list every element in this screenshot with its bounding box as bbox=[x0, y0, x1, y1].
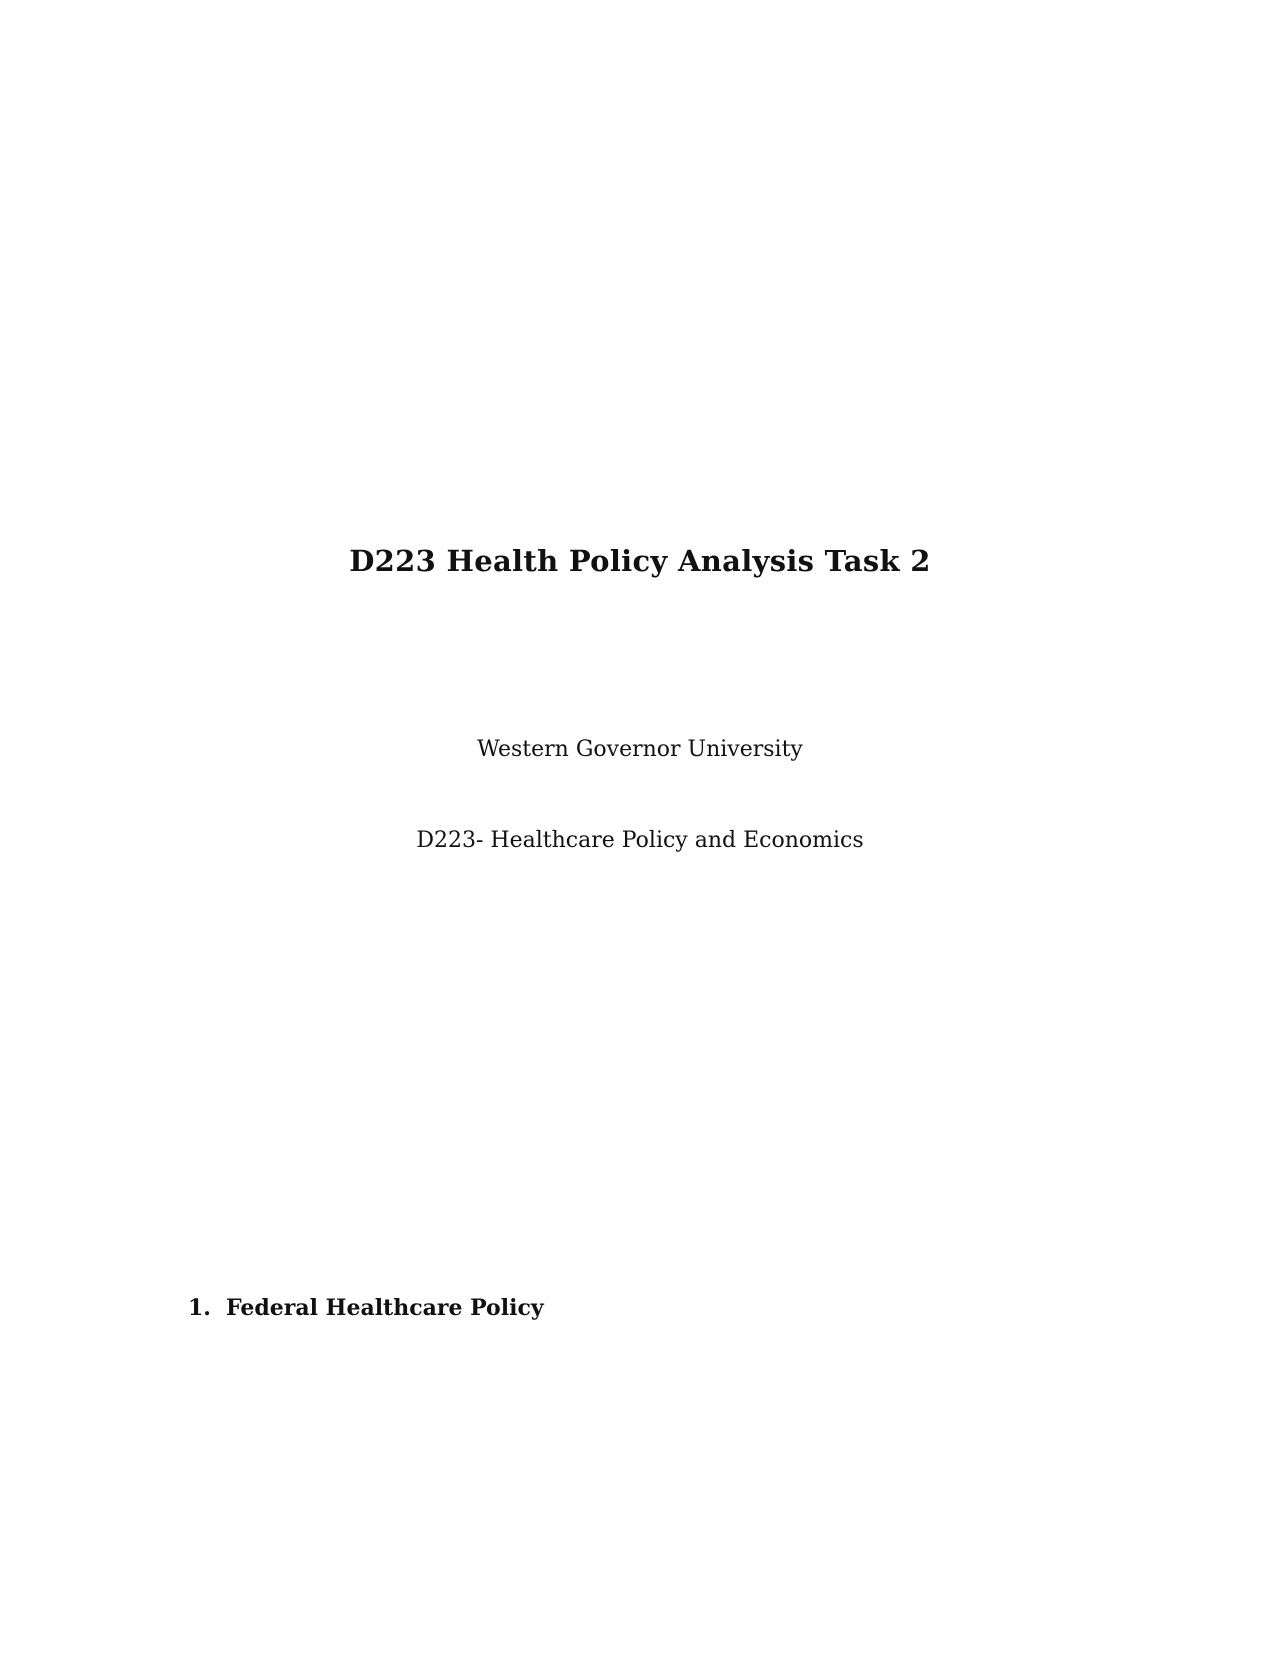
section-title: Federal Healthcare Policy bbox=[226, 1295, 544, 1321]
institution-name: Western Governor University bbox=[477, 737, 803, 762]
section-number: 1. bbox=[188, 1295, 211, 1321]
section-heading bbox=[188, 1294, 544, 1322]
document-title: D223 Health Policy Analysis Task 2 bbox=[349, 544, 931, 578]
course-name: D223- Healthcare Policy and Economics bbox=[416, 828, 864, 853]
